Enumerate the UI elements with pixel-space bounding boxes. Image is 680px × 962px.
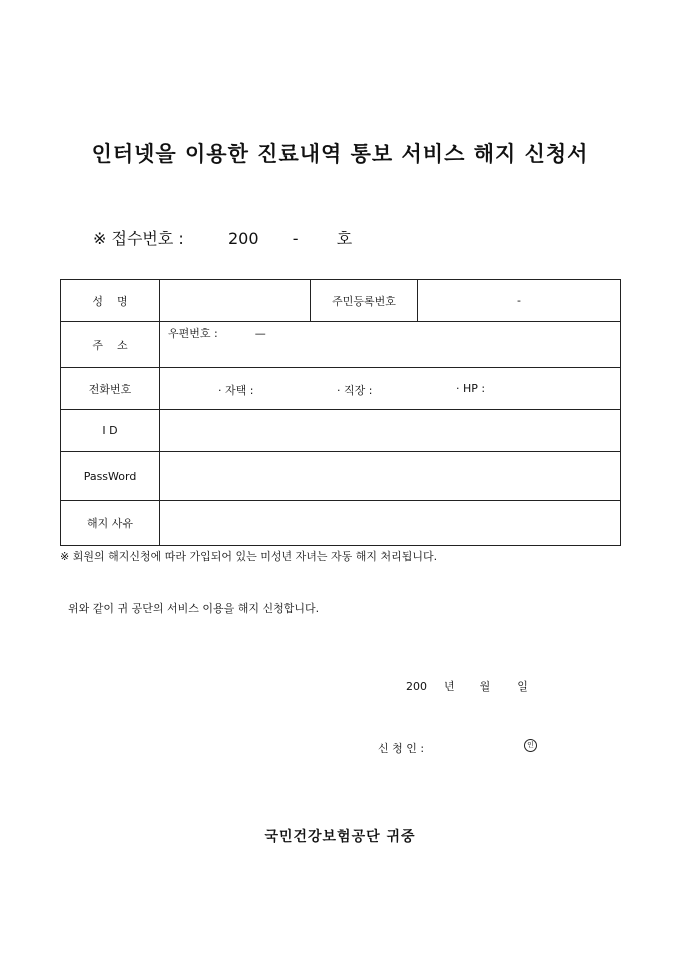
application-form-table bbox=[60, 279, 621, 546]
name-row bbox=[61, 280, 621, 322]
address-field[interactable] bbox=[160, 322, 621, 368]
home-phone-label: · 자택 : bbox=[218, 383, 254, 397]
receipt-suffix: 호 bbox=[336, 229, 353, 248]
applicant-line: 신 청 인 : bbox=[378, 742, 425, 755]
mobile-phone-label: · HP : bbox=[456, 381, 486, 395]
postal-code-dash: — bbox=[254, 327, 266, 340]
cancel-reason-label: 해지 사유 bbox=[61, 501, 160, 546]
cancel-reason-field[interactable] bbox=[160, 501, 621, 546]
date-line bbox=[406, 678, 528, 694]
id-row bbox=[61, 410, 621, 452]
date-year-prefix: 200 bbox=[406, 680, 427, 693]
name-label: 성 명 bbox=[61, 280, 160, 322]
resident-number-field[interactable] bbox=[418, 280, 621, 322]
receipt-label: ※ 접수번호 : bbox=[93, 229, 184, 248]
address-row bbox=[61, 322, 621, 368]
phone-label: 전화번호 bbox=[61, 368, 160, 410]
receipt-number-line bbox=[93, 226, 352, 249]
name-field[interactable] bbox=[160, 280, 311, 322]
receipt-year-prefix: 200 bbox=[227, 229, 259, 248]
receipt-dash: - bbox=[292, 229, 299, 248]
postal-code-label: 우편번호 : bbox=[168, 327, 218, 340]
resident-number-dash: - bbox=[517, 294, 521, 307]
date-year-unit: 년 bbox=[444, 680, 455, 693]
password-field[interactable] bbox=[160, 452, 621, 501]
auto-cancel-note: ※ 회원의 해지신청에 따라 가입되어 있는 미성년 자녀는 자동 해지 처리됩니다. bbox=[60, 550, 438, 563]
phone-row bbox=[61, 368, 621, 410]
work-phone-label: · 직장 : bbox=[337, 383, 373, 397]
password-label: PassWord bbox=[61, 452, 160, 501]
address-label: 주 소 bbox=[61, 322, 160, 368]
seal-icon: 인 bbox=[524, 739, 537, 752]
phone-field[interactable] bbox=[160, 368, 621, 410]
password-row bbox=[61, 452, 621, 501]
confirmation-statement: 위와 같이 귀 공단의 서비스 이용을 해지 신청합니다. bbox=[68, 602, 320, 615]
date-month-unit: 월 bbox=[479, 680, 491, 693]
resident-number-label: 주민등록번호 bbox=[311, 280, 418, 322]
date-day-unit: 일 bbox=[517, 680, 528, 693]
document-title: 인터넷을 이용한 진료내역 통보 서비스 해지 신청서 bbox=[91, 141, 589, 166]
id-field[interactable] bbox=[160, 410, 621, 452]
reason-row bbox=[61, 501, 621, 546]
recipient-footer: 국민건강보험공단 귀중 bbox=[264, 829, 416, 845]
id-label: I D bbox=[61, 410, 160, 452]
